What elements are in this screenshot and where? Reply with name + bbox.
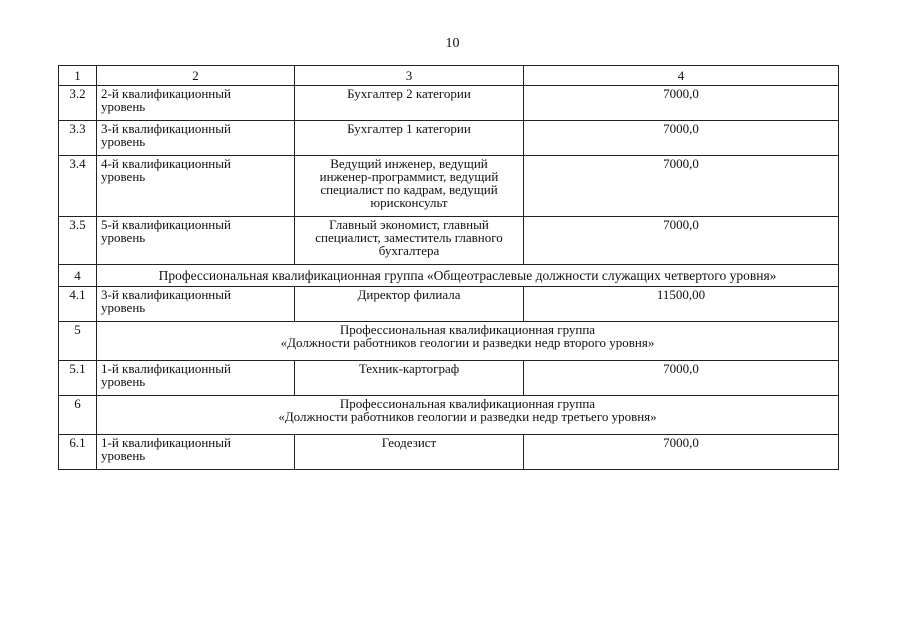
table-row <box>59 156 839 217</box>
header-cell-2: 2 <box>97 66 295 86</box>
row-number: 4 <box>59 265 97 287</box>
qualification-level: 5-й квалификационный уровень <box>97 217 295 265</box>
salary-value: 7000,0 <box>524 121 839 156</box>
salary-table <box>58 65 839 470</box>
header-cell-4: 4 <box>524 66 839 86</box>
table-row <box>59 86 839 121</box>
salary-value: 7000,0 <box>524 435 839 470</box>
table-row <box>59 361 839 396</box>
salary-value: 7000,0 <box>524 156 839 217</box>
table-row <box>59 121 839 156</box>
qualification-level: 4-й квалификационный уровень <box>97 156 295 217</box>
qualification-level: 3-й квалификационный уровень <box>97 121 295 156</box>
table-row <box>59 217 839 265</box>
salary-value: 7000,0 <box>524 361 839 396</box>
position-title: Геодезист <box>295 435 524 470</box>
row-number: 3.5 <box>59 217 97 265</box>
row-number: 6 <box>59 396 97 435</box>
qualification-level: 2-й квалификационный уровень <box>97 86 295 121</box>
position-title: Ведущий инженер, ведущий инженер-программист, ведущий специалист по кадрам, ведущий юрисконсульт <box>295 156 524 217</box>
position-title: Техник-картограф <box>295 361 524 396</box>
row-number: 4.1 <box>59 287 97 322</box>
row-number: 3.3 <box>59 121 97 156</box>
row-number: 3.2 <box>59 86 97 121</box>
header-cell-3: 3 <box>295 66 524 86</box>
group-title: Профессиональная квалификационная группа «Должности работников геологии и разведки недр второго уровня» <box>97 322 839 361</box>
header-cell-1: 1 <box>59 66 97 86</box>
table-row <box>59 435 839 470</box>
row-number: 6.1 <box>59 435 97 470</box>
position-title: Бухгалтер 2 категории <box>295 86 524 121</box>
qualification-level: 1-й квалификационный уровень <box>97 361 295 396</box>
qualification-level: 1-й квалификационный уровень <box>97 435 295 470</box>
row-number: 5.1 <box>59 361 97 396</box>
row-number: 5 <box>59 322 97 361</box>
group-row <box>59 322 839 361</box>
page-number: 10 <box>445 36 460 51</box>
qualification-level: 3-й квалификационный уровень <box>97 287 295 322</box>
position-title: Директор филиала <box>295 287 524 322</box>
salary-value: 11500,00 <box>524 287 839 322</box>
salary-value: 7000,0 <box>524 86 839 121</box>
group-row <box>59 396 839 435</box>
group-title: Профессиональная квалификационная группа «Общеотраслевые должности служащих четвертого уровня» <box>97 265 839 287</box>
position-title: Бухгалтер 1 категории <box>295 121 524 156</box>
group-title: Профессиональная квалификационная группа «Должности работников геологии и разведки недр третьего уровня» <box>97 396 839 435</box>
group-row <box>59 265 839 287</box>
table-row <box>59 287 839 322</box>
row-number: 3.4 <box>59 156 97 217</box>
salary-value: 7000,0 <box>524 217 839 265</box>
table-header-row <box>59 66 839 86</box>
position-title: Главный экономист, главный специалист, заместитель главного бухгалтера <box>295 217 524 265</box>
